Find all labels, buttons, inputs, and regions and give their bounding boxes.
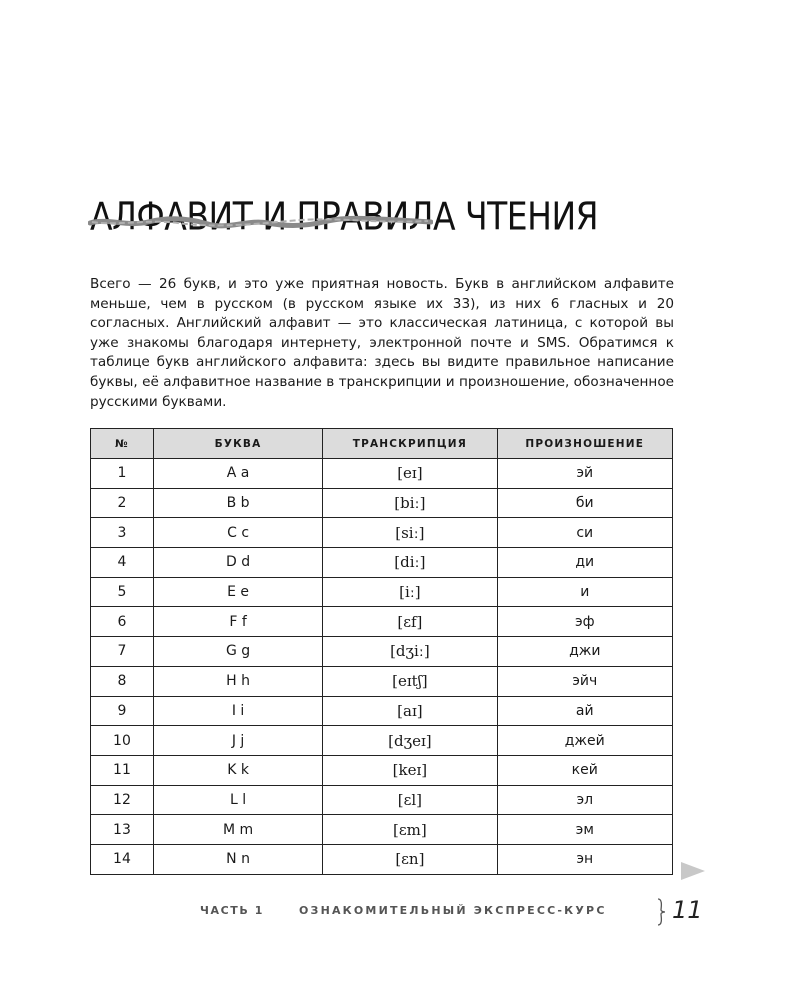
cell-number: 4	[91, 548, 154, 578]
cell-pronunciation: эф	[497, 607, 672, 637]
table-row	[91, 488, 673, 518]
cell-pronunciation: джей	[497, 726, 672, 756]
cell-number: 7	[91, 637, 154, 667]
cell-pronunciation: би	[497, 488, 672, 518]
cell-pronunciation: эн	[497, 844, 672, 874]
footer-part-label: ЧАСТЬ 1	[200, 904, 265, 917]
cell-pronunciation: эйч	[497, 666, 672, 696]
cell-pronunciation: кей	[497, 755, 672, 785]
cell-letter: M m	[153, 815, 322, 845]
page-number: 11	[672, 896, 703, 924]
cell-number: 11	[91, 755, 154, 785]
page-title: АЛФАВИТ И ПРАВИЛА ЧТЕНИЯ	[90, 194, 599, 239]
table-row	[91, 459, 673, 489]
table-row	[91, 518, 673, 548]
table-row	[91, 755, 673, 785]
table-header-row	[91, 429, 673, 459]
cell-letter: A a	[153, 459, 322, 489]
cell-transcription: [ɛf]	[323, 607, 497, 637]
cell-number: 5	[91, 577, 154, 607]
cell-number: 8	[91, 666, 154, 696]
cell-number: 9	[91, 696, 154, 726]
cell-transcription: [ɛn]	[323, 844, 497, 874]
cell-pronunciation: ди	[497, 548, 672, 578]
cell-pronunciation: эм	[497, 815, 672, 845]
cell-letter: L l	[153, 785, 322, 815]
cell-number: 6	[91, 607, 154, 637]
table-row	[91, 637, 673, 667]
cell-letter: J j	[153, 726, 322, 756]
title-underline-decoration	[88, 214, 433, 230]
cell-letter: D d	[153, 548, 322, 578]
cell-letter: I i	[153, 696, 322, 726]
cell-letter: H h	[153, 666, 322, 696]
cell-letter: N n	[153, 844, 322, 874]
cell-pronunciation: эй	[497, 459, 672, 489]
cell-number: 3	[91, 518, 154, 548]
cell-letter: G g	[153, 637, 322, 667]
cell-pronunciation: и	[497, 577, 672, 607]
cell-pronunciation: ай	[497, 696, 672, 726]
cell-letter: K k	[153, 755, 322, 785]
cell-transcription: [keɪ]	[323, 755, 497, 785]
footer-brace-divider	[655, 898, 667, 926]
intro-paragraph: Всего — 26 букв, и это уже приятная новость. Букв в английском алфавите меньше, чем в русском (в русском языке их 33), из них 6 гласных и 20 согласных. Английский алфавит — это классическая латиница, с которой вы уже знакомы благодаря интернету, электронной почте и SMS. Обратимся к таблице букв английского алфавита: здесь вы видите правильное написание буквы, её алфавитное название в транскрипции и произношение, обозначенное русскими буквами.	[90, 276, 674, 410]
table-row	[91, 844, 673, 874]
cell-transcription: [eɪ]	[323, 459, 497, 489]
cell-number: 2	[91, 488, 154, 518]
column-header-number: №	[91, 429, 154, 459]
cell-transcription: [siː]	[323, 518, 497, 548]
cell-number: 13	[91, 815, 154, 845]
cell-letter: B b	[153, 488, 322, 518]
cell-letter: C c	[153, 518, 322, 548]
cell-number: 10	[91, 726, 154, 756]
table-row	[91, 577, 673, 607]
cell-number: 12	[91, 785, 154, 815]
cell-letter: F f	[153, 607, 322, 637]
table-row	[91, 815, 673, 845]
column-header-pronunciation: ПРОИЗНОШЕНИЕ	[497, 429, 672, 459]
table-row	[91, 696, 673, 726]
table-row	[91, 726, 673, 756]
column-header-transcription: ТРАНСКРИПЦИЯ	[323, 429, 497, 459]
cell-transcription: [aɪ]	[323, 696, 497, 726]
cell-pronunciation: джи	[497, 637, 672, 667]
cell-number: 1	[91, 459, 154, 489]
table-row	[91, 548, 673, 578]
table-row	[91, 666, 673, 696]
cell-transcription: [iː]	[323, 577, 497, 607]
cell-transcription: [dʒeɪ]	[323, 726, 497, 756]
cell-pronunciation: си	[497, 518, 672, 548]
cell-pronunciation: эл	[497, 785, 672, 815]
cell-letter: E e	[153, 577, 322, 607]
cell-transcription: [biː]	[323, 488, 497, 518]
column-header-letter: БУКВА	[153, 429, 322, 459]
alphabet-table	[90, 428, 673, 875]
table-row	[91, 607, 673, 637]
cell-transcription: [eɪtʃ]	[323, 666, 497, 696]
cell-transcription: [ɛm]	[323, 815, 497, 845]
footer-course-label: ОЗНАКОМИТЕЛЬНЫЙ ЭКСПРЕСС-КУРС	[299, 904, 607, 917]
cell-transcription: [ɛl]	[323, 785, 497, 815]
cell-transcription: [diː]	[323, 548, 497, 578]
cell-number: 14	[91, 844, 154, 874]
cell-transcription: [dʒiː]	[323, 637, 497, 667]
next-page-arrow-icon	[681, 862, 705, 880]
table-row	[91, 785, 673, 815]
